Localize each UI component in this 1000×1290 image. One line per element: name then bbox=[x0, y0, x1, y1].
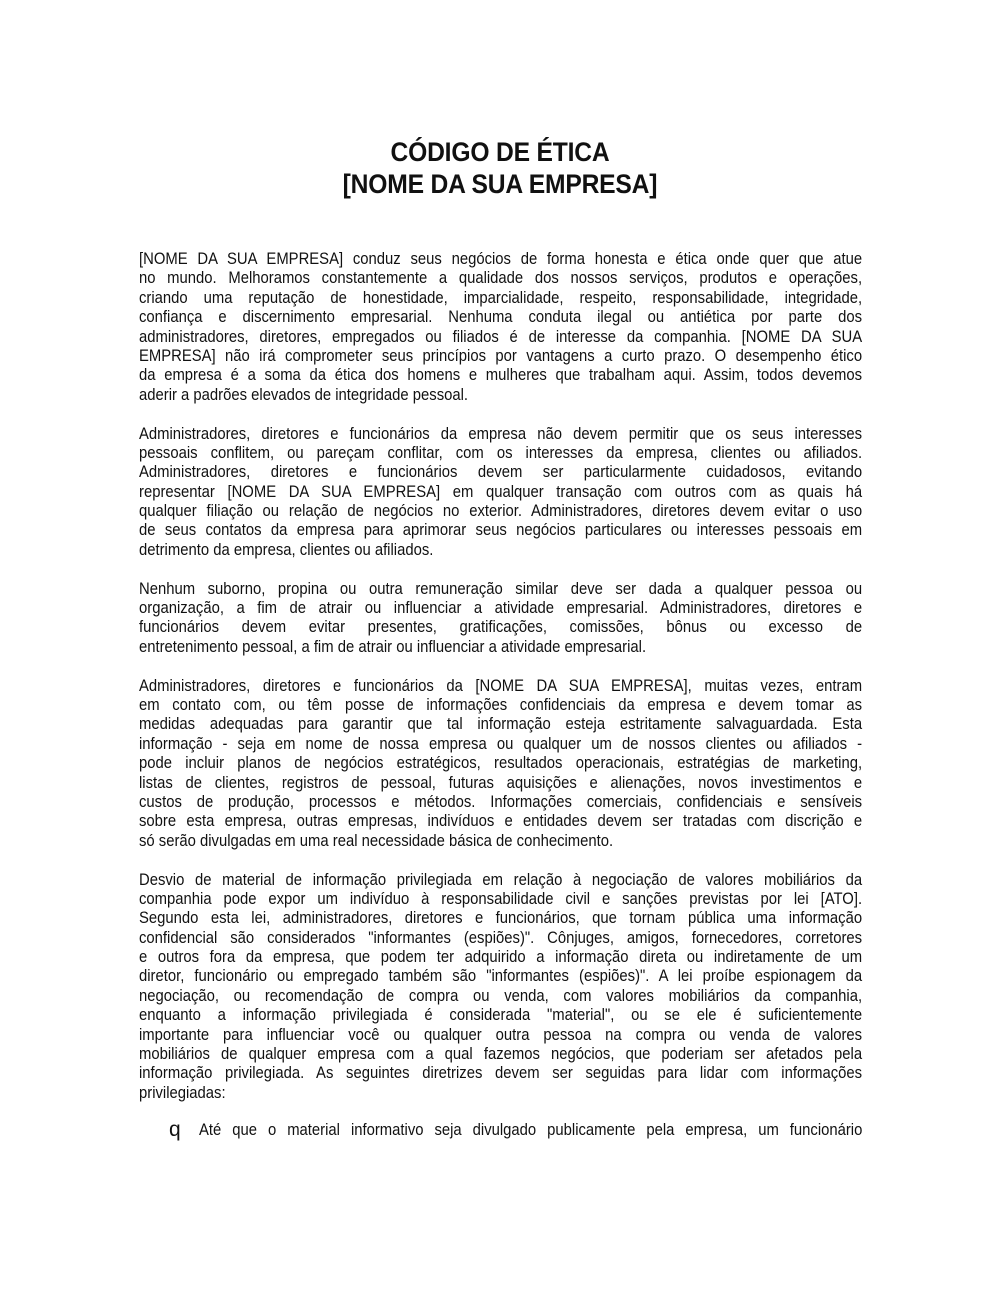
paragraph-insider-information bbox=[139, 871, 862, 1104]
text-line: da empresa é a soma da ética dos homens e mulheres que trabalham aqui. Assim, todos devemos bbox=[139, 366, 863, 385]
text-line: medidas adequadas para garantir que tal informação esteja estritamente salvaguardada. Esta bbox=[139, 715, 863, 734]
text-line: representar [NOME DA SUA EMPRESA] em qualquer transação com outros com as quais há bbox=[139, 482, 863, 501]
text-line: no mundo. Melhoramos constantemente a qualidade dos nossos serviços, produtos e operações, bbox=[139, 269, 863, 288]
text-line: mobiliários de qualquer empresa com a qual fazemos negócios, que poderiam ser afetados pela bbox=[139, 1045, 863, 1064]
title-line-1: CÓDIGO DE ÉTICA bbox=[390, 137, 610, 167]
text-line: organização, a fim de atrair ou influenciar a atividade empresarial. Administradores, diretores e bbox=[139, 599, 863, 618]
text-line: aderir a padrões elevados de integridade pessoal. bbox=[139, 385, 469, 404]
text-line: EMPRESA] não irá comprometer seus princípios por vantagens a curto prazo. O desempenho ético bbox=[139, 346, 863, 365]
text-line: negociação, ou recomendação de compra ou venda, com valores mobiliários da companhia, bbox=[139, 986, 863, 1005]
text-line: [NOME DA SUA EMPRESA] conduz seus negócios de forma honesta e ética onde quer que atue bbox=[139, 250, 863, 268]
text-line: companhia pode expor um indivíduo à responsabilidade civil e sanções previstas por lei [ATO]. bbox=[139, 889, 863, 908]
text-line: entretenimento pessoal, a fim de atrair ou influenciar a atividade empresarial. bbox=[139, 637, 647, 656]
text-line: Administradores, diretores e funcionários da [NOME DA SUA EMPRESA], muitas vezes, entram bbox=[139, 676, 863, 695]
document-body bbox=[139, 250, 862, 1141]
text-line: listas de clientes, registros de pessoal, futuras aquisições e alienações, novos investimentos e bbox=[139, 773, 863, 792]
text-line: enquanto a informação privilegiada é considerada "material", ou se ele é suficientemente bbox=[139, 1006, 863, 1025]
text-line: informação privilegiada. As seguintes diretrizes devem ser seguidas para lidar com informações bbox=[139, 1064, 863, 1083]
text-line: confidencial são considerados "informantes (espiões)". Cônjuges, amigos, fornecedores, corretores bbox=[139, 928, 863, 947]
text-line: em contato com, ou têm posse de informações confidenciais da empresa e devem tomar as bbox=[139, 695, 863, 714]
text-line: Administradores, diretores e funcionários da empresa não devem permitir que os seus interesses bbox=[139, 424, 863, 443]
text-line: informação - seja em nome de nossa empresa ou qualquer um de nossos clientes ou afiliados - bbox=[139, 734, 863, 753]
text-line: privilegiadas: bbox=[139, 1083, 226, 1102]
text-line: Segundo esta lei, administradores, diretores e funcionários, que tornam pública uma informação bbox=[139, 909, 863, 928]
title-line-2: [NOME DA SUA EMPRESA] bbox=[342, 169, 658, 199]
paragraph-conflict-of-interest bbox=[139, 425, 862, 561]
text-line: custos de produção, processos e métodos. Informações comerciais, confidenciais e sensíveis bbox=[139, 792, 863, 811]
text-line: só serão divulgadas em uma real necessidade básica de conhecimento. bbox=[139, 831, 614, 850]
text-line: Desvio de material de informação privilegiada em relação à negociação de valores mobiliários da bbox=[139, 870, 863, 889]
text-line: e outros fora da empresa, que podem ter adquirido a informação direta ou indiretamente de um bbox=[139, 948, 863, 967]
text-line: detrimento da empresa, clientes ou afiliados. bbox=[139, 540, 434, 559]
paragraph-confidential-information bbox=[139, 677, 862, 852]
text-line: funcionários devem evitar presentes, gratificações, comissões, bônus ou excesso de bbox=[139, 618, 863, 637]
text-line: importante para influenciar você ou qualquer outra pessoa na compra ou venda de valores bbox=[139, 1025, 863, 1044]
text-line: Nenhum suborno, propina ou outra remuneração similar deve ser dada a qualquer pessoa ou bbox=[139, 579, 863, 598]
bullet-text: Até que o material informativo seja divulgado publicamente pela empresa, um funcionário bbox=[199, 1121, 863, 1140]
text-line: qualquer filiação ou relação de negócios no exterior. Administradores, diretores devem evitar o uso bbox=[139, 502, 863, 521]
text-line: pode incluir planos de negócios estratégicos, resultados operacionais, estratégias de marketing, bbox=[139, 754, 863, 773]
text-line: confiança e discernimento empresarial. Nenhuma conduta ilegal ou antiética por parte dos bbox=[139, 308, 863, 327]
bullet-item bbox=[139, 1118, 863, 1142]
text-line: diretor, funcionário ou empregado também são "informantes (espiões)". A lei proíbe espionagem da bbox=[139, 967, 863, 986]
bullet-icon: q bbox=[169, 1118, 181, 1142]
text-line: sobre esta empresa, outras empresas, indivíduos e entidades devem ser tratadas com discrição e bbox=[139, 812, 863, 831]
text-line: pessoais conflitem, ou pareçam conflitar, com os interesses da empresa, clientes ou afiliados. bbox=[139, 443, 863, 462]
text-line: de seus contatos da empresa para aprimorar seus negócios particulares ou interesses pessoais em bbox=[139, 521, 863, 540]
text-line: Administradores, diretores e funcionários devem ser particularmente cuidadosos, evitando bbox=[139, 463, 863, 482]
paragraph-bribery bbox=[139, 580, 862, 658]
document-title bbox=[35, 136, 965, 200]
paragraph-integrity bbox=[139, 250, 862, 405]
text-line: administradores, diretores, empregados ou filiados é de interesse da companhia. [NOME DA SUA bbox=[139, 327, 863, 346]
text-line: criando uma reputação de honestidade, imparcialidade, respeito, responsabilidade, integridade, bbox=[139, 288, 863, 307]
